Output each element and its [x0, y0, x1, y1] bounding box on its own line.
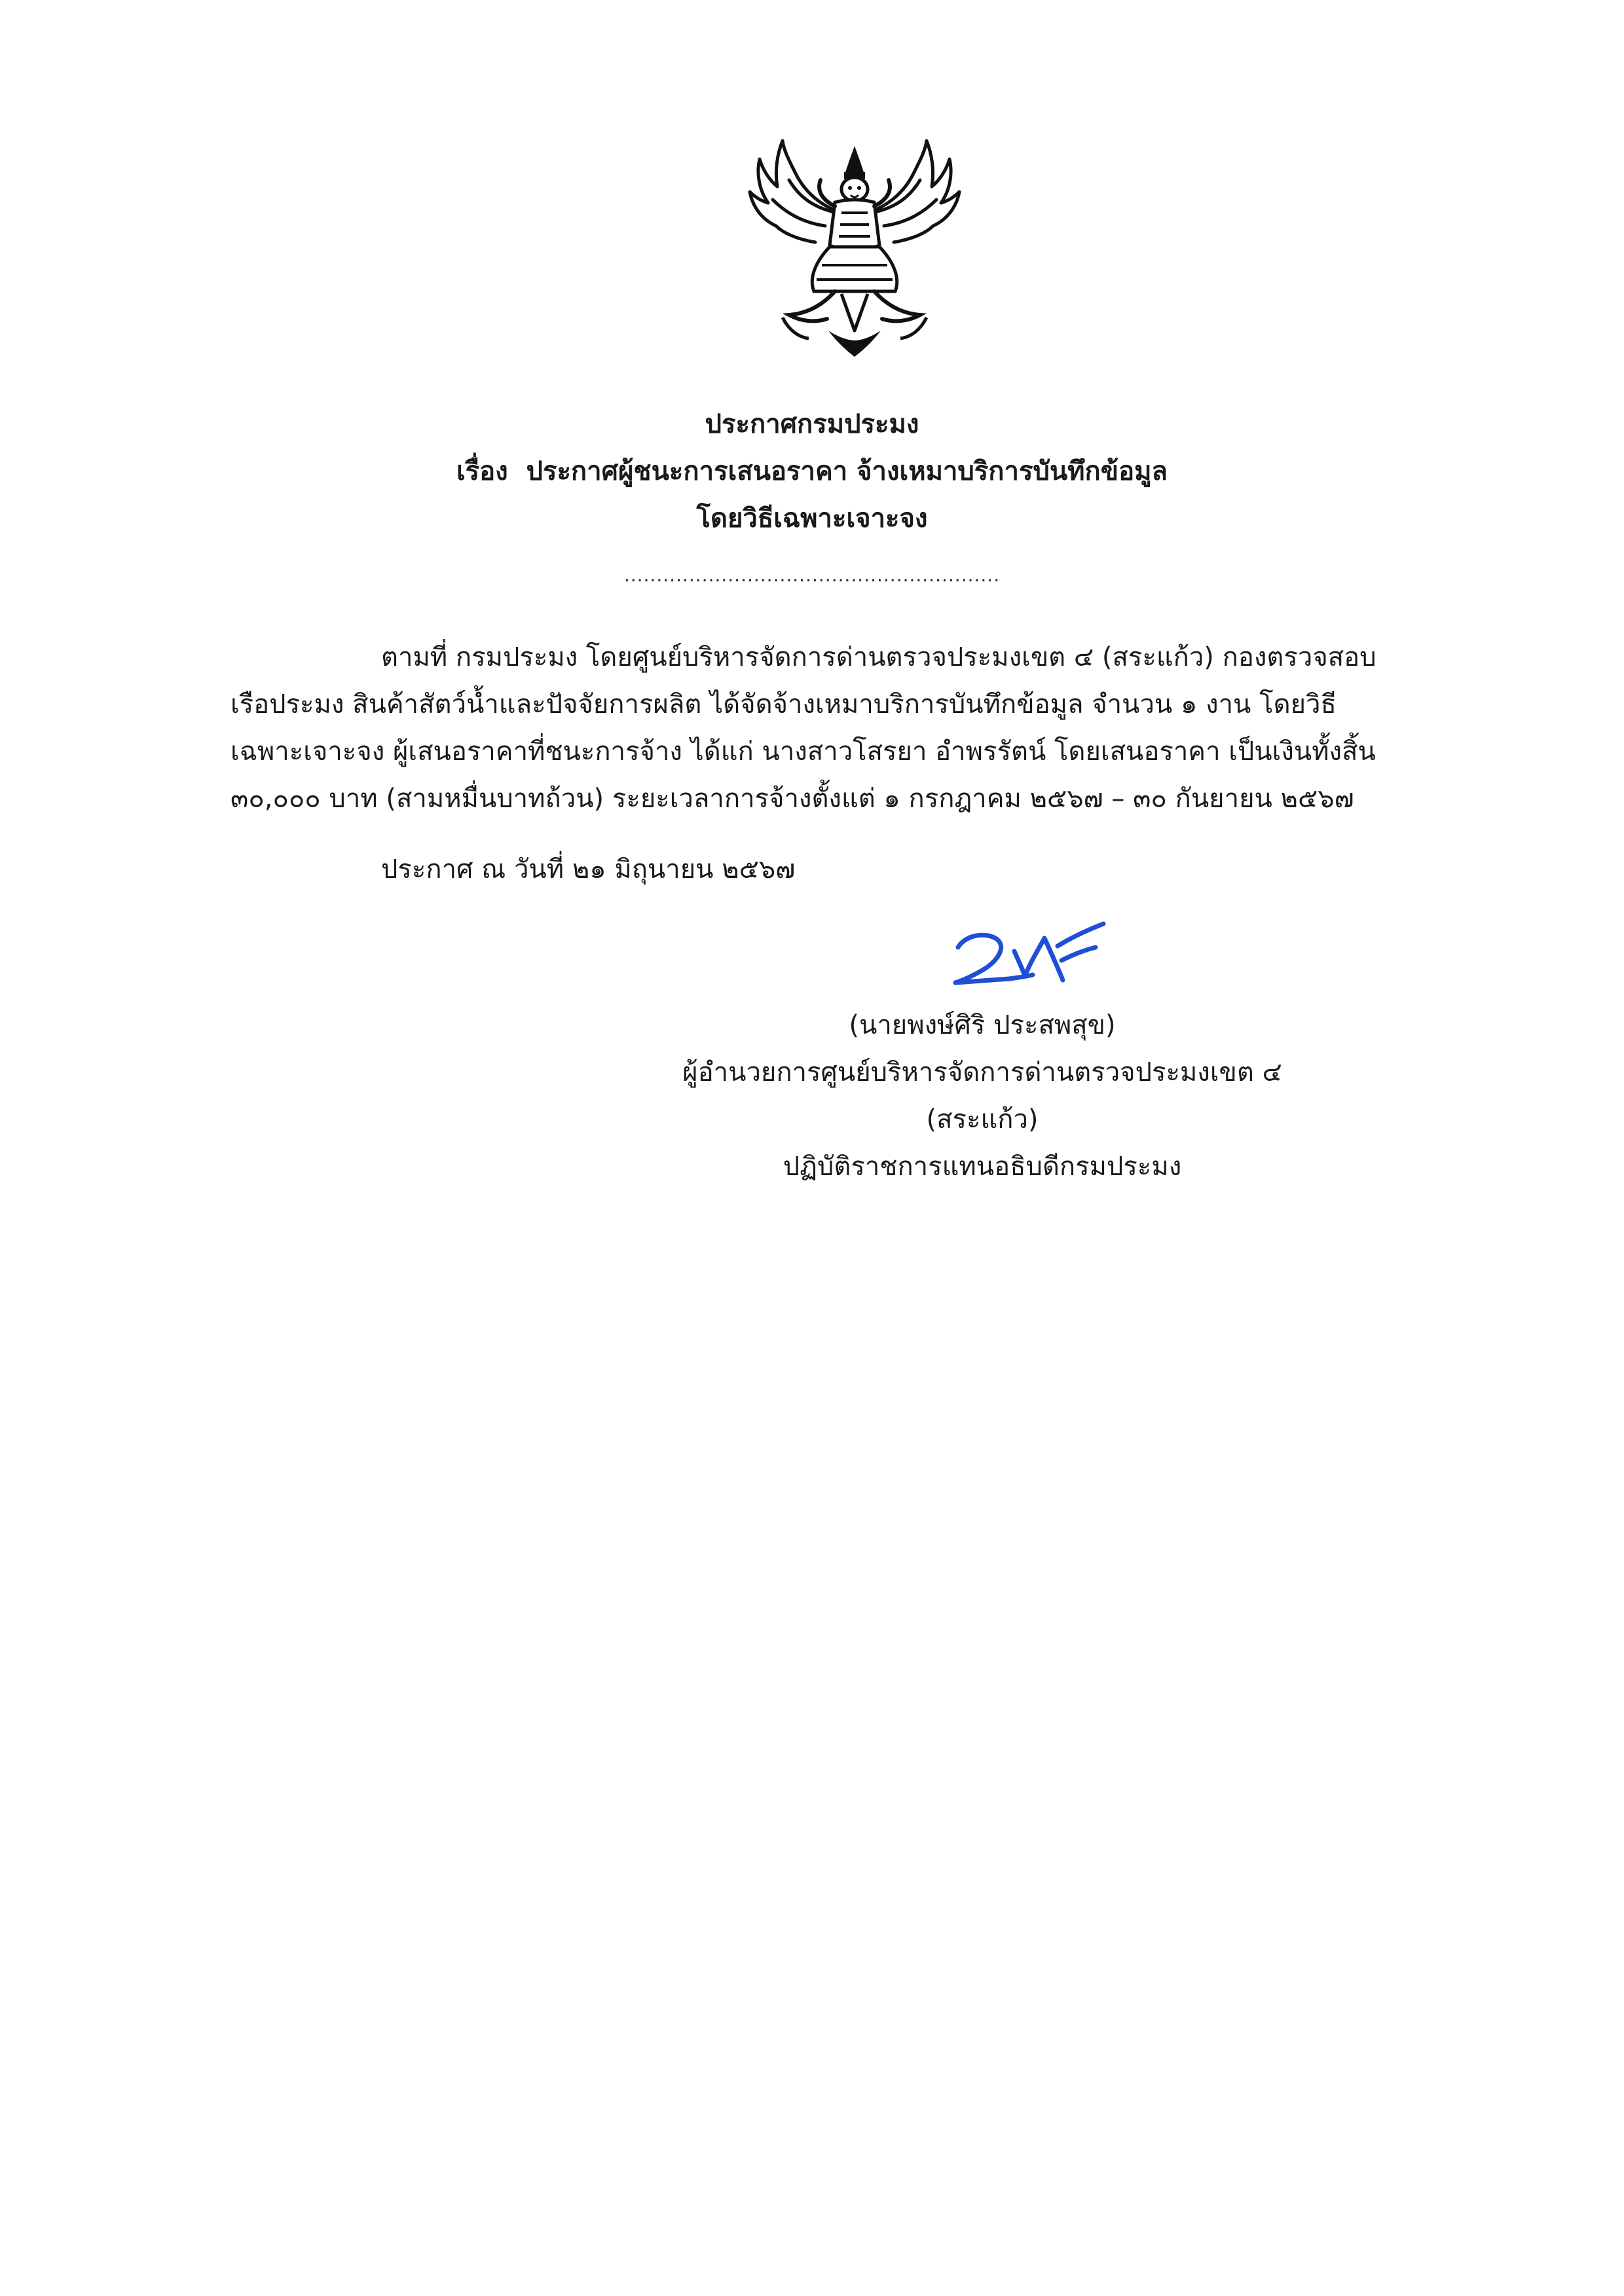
- body-line: เฉพาะเจาะจง ผู้เสนอราคาที่ชนะการจ้าง ได้แก่ นางสาวโสรยา อำพรรัตน์ โดยเสนอราคา เป็นเงินทั้งสิ้น: [231, 737, 1376, 767]
- subject-text: ประกาศผู้ชนะการเสนอราคา จ้างเหมาบริการบันทึกข้อมูล: [526, 456, 1168, 486]
- garuda-emblem-icon: [743, 134, 966, 360]
- signatory-position: ผู้อำนวยการศูนย์บริหารจัดการด่านตรวจประมงเขต ๔ (สระแก้ว): [682, 1057, 1282, 1135]
- announcement-body: [231, 634, 1475, 822]
- separator-line: ..........................................................: [623, 564, 1001, 586]
- procurement-method: โดยวิธีเฉพาะเจาะจง: [696, 503, 928, 534]
- announcement-date: ประกาศ ณ วันที่ ๒๑ มิถุนายน ๒๕๖๗: [381, 854, 796, 884]
- handwritten-signature: [946, 920, 1110, 992]
- announcement-title: ประกาศกรมประมง: [705, 409, 919, 439]
- body-line: ๓๐,๐๐๐ บาท (สามหมื่นบาทถ้วน) ระยะเวลาการจ้างตั้งแต่ ๑ กรกฎาคม ๒๕๖๗ – ๓๐ กันยายน ๒๕๖๗: [231, 784, 1354, 814]
- body-line: เรือประมง สินค้าสัตว์น้ำและปัจจัยการผลิต ได้จัดจ้างเหมาบริการบันทึกข้อมูล จำนวน ๑ งาน โดยวิธี: [231, 689, 1337, 720]
- announcement-subject: [0, 453, 1624, 490]
- subject-prefix: เรื่อง: [456, 456, 508, 486]
- body-line: ตามที่ กรมประมง โดยศูนย์บริหารจัดการด่านตรวจประมงเขต ๔ (สระแก้ว) กองตรวจสอบ: [381, 642, 1376, 672]
- signatory-name: (นายพงษ์ศิริ ประสพสุข): [849, 1010, 1116, 1040]
- signatory-block: [655, 1002, 1310, 1190]
- signatory-acting: ปฏิบัติราชการแทนอธิบดีกรมประมง: [783, 1152, 1182, 1182]
